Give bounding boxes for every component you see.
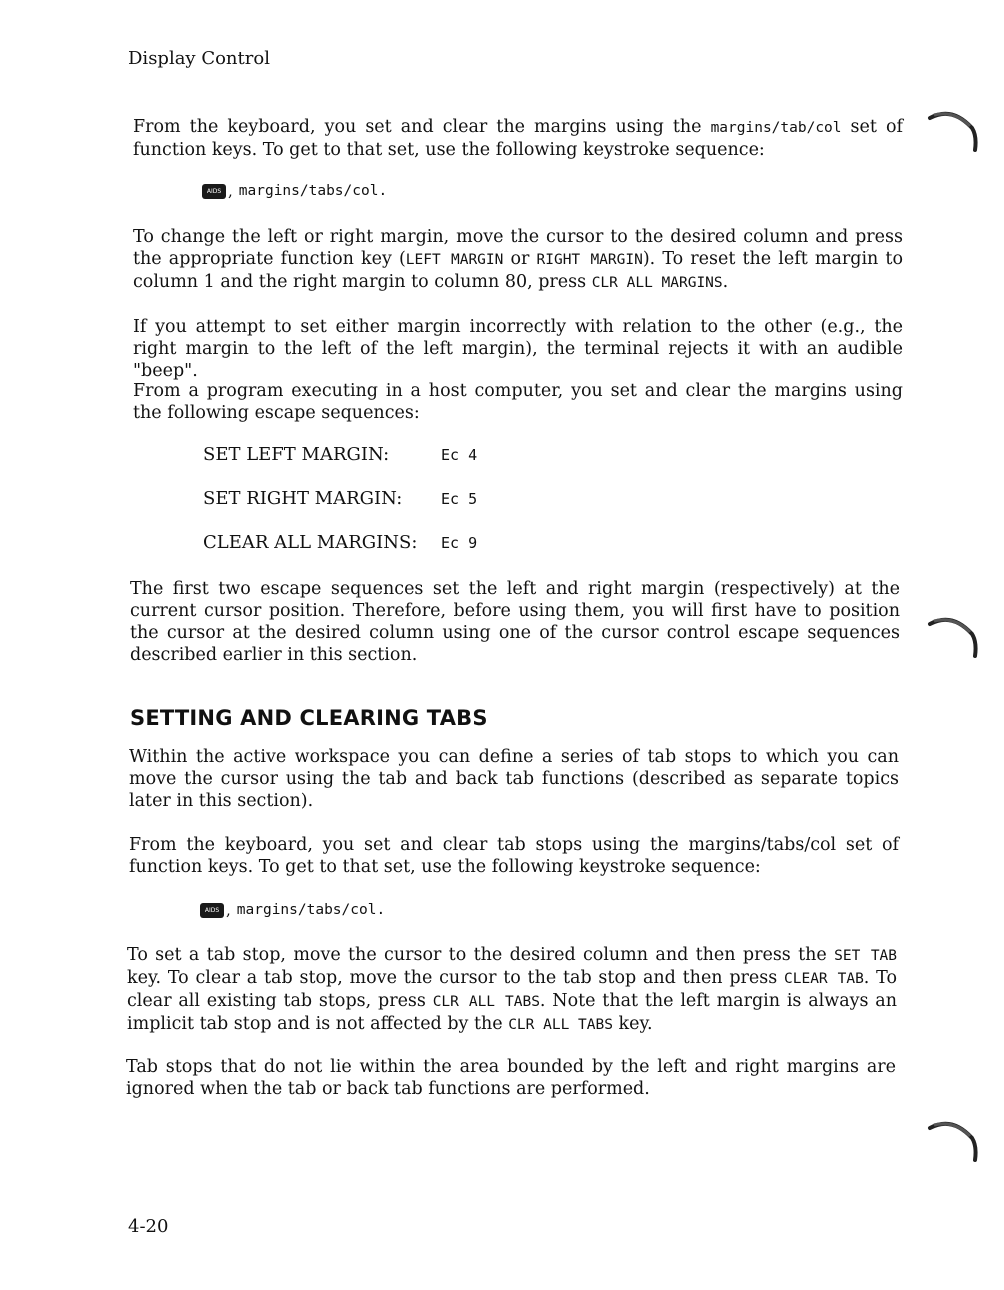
escape-row-clear-all	[203, 532, 477, 553]
aids-key-icon: AIDS	[202, 184, 226, 199]
margins-change-paragraph	[133, 226, 903, 294]
escape-row-set-left	[203, 444, 477, 465]
tabs-set-clear-paragraph	[127, 944, 897, 1036]
text-run: From the keyboard, you set and clear the margins using the	[133, 117, 711, 137]
tabs-keystroke-sequence	[200, 901, 385, 919]
text-run: set of function keys. To get to that set, use the following keystroke sequence:	[133, 117, 903, 160]
section-title-tabs: SETTING AND CLEARING TABS	[130, 706, 488, 730]
escape-code: Ec 9	[441, 534, 478, 552]
margins-intro-paragraph	[133, 116, 903, 161]
text-run: key. To clear a tab stop, move the cursor to the tab stop and then press	[127, 968, 785, 988]
escape-row-set-right	[203, 488, 477, 509]
key-right-margin: RIGHT MARGIN	[536, 252, 643, 268]
keyseq-text: margins/tabs/col.	[238, 183, 388, 199]
margins-program-paragraph: From a program executing in a host computer, you set and clear the margins using the following escape sequences:	[133, 381, 903, 423]
key-set-tab: SET TAB	[834, 948, 898, 964]
text-run: ). To reset the left margin to column 1 and the right margin to column 80, press	[133, 249, 903, 292]
escape-label: SET LEFT MARGIN:	[203, 444, 390, 465]
text-run: .	[722, 272, 729, 292]
text-run: or	[503, 249, 537, 269]
escape-label: SET RIGHT MARGIN:	[203, 488, 403, 509]
page-number: 4-20	[128, 1216, 169, 1237]
aids-key-icon: AIDS	[200, 903, 224, 918]
key-clr-all-tabs: CLR ALL TABS	[432, 994, 540, 1010]
key-left-margin: LEFT MARGIN	[405, 252, 504, 268]
binder-tab-marker-icon	[922, 612, 982, 672]
text-run: . Note that the left margin is always an implicit tab stop and is not affected by the	[127, 991, 898, 1034]
keyseq-comma: ,	[226, 901, 231, 919]
escape-code: Ec 4	[441, 446, 478, 464]
key-set-name: margins/tab/col	[710, 120, 842, 136]
keyseq-text: margins/tabs/col.	[236, 902, 386, 918]
tabs-ignored-paragraph: Tab stops that do not lie within the area bounded by the left and right margins are ignored when the tab or back tab functions are performed.	[126, 1057, 896, 1099]
margins-beep-paragraph: If you attempt to set either margin incorrectly with relation to the other (e.g., the right margin to the left of the left margin), the terminal rejects it with an audible "beep".	[133, 317, 903, 381]
text-run: To change the left or right margin, move the cursor to the desired column and press the appropriate function key (	[133, 227, 903, 269]
escape-label: CLEAR ALL MARGINS:	[203, 532, 418, 553]
tabs-keyboard-paragraph: From the keyboard, you set and clear tab stops using the margins/tabs/col set of function keys. To get to that set, use the following keystroke sequence:	[129, 835, 899, 877]
margins-cursor-position-paragraph: The first two escape sequences set the left and right margin (respectively) at the current cursor position. Therefore, before using them, you will first have to position the cursor at the desired column using one of the cursor control escape sequences described earlier in this section.	[130, 579, 900, 665]
binder-tab-marker-icon	[922, 1116, 982, 1176]
binder-tab-marker-icon	[922, 106, 982, 166]
key-clr-all-margins: CLR ALL MARGINS	[591, 275, 723, 291]
text-run: . To clear all existing tab stops, press	[127, 968, 897, 1011]
key-clear-tab: CLEAR TAB	[784, 971, 864, 987]
text-run: key.	[612, 1014, 653, 1034]
keyseq-comma: ,	[228, 182, 233, 200]
key-clr-all-tabs: CLR ALL TABS	[508, 1017, 613, 1033]
margins-keystroke-sequence	[202, 182, 387, 200]
text-run: To set a tab stop, move the cursor to the desired column and then press the	[127, 945, 835, 965]
tabs-intro-paragraph: Within the active workspace you can define a series of tab stops to which you can move the cursor using the tab and back tab functions (described as separate topics later in this section).	[129, 747, 899, 811]
escape-code: Ec 5	[441, 490, 478, 508]
running-title: Display Control	[128, 48, 270, 69]
